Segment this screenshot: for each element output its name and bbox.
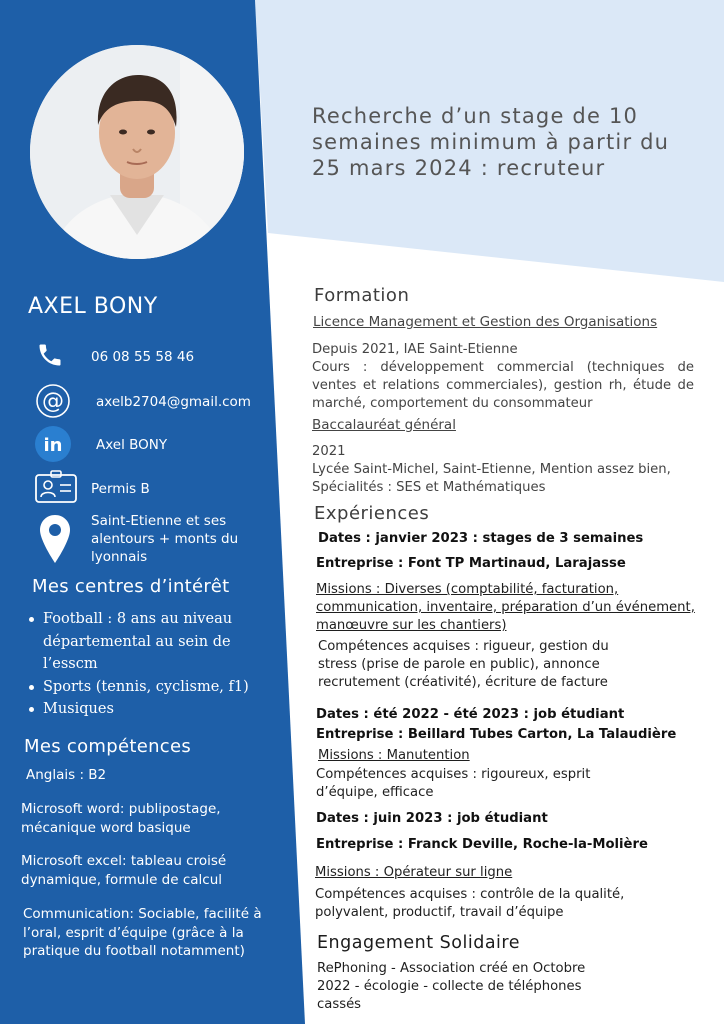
skills-heading: Mes compétences: [24, 736, 192, 757]
experience-3-missions: Missions : Opérateur sur ligne: [315, 865, 513, 880]
linkedin-icon: [35, 426, 71, 462]
profile-name: AXEL BONY: [28, 294, 158, 319]
experience-2-company: Entreprise : Beillard Tubes Carton, La Talaudière: [316, 727, 677, 742]
email-address[interactable]: axelb2704@gmail.com: [96, 394, 251, 410]
skill-word: Microsoft word: publipostage, mécanique word basique: [21, 801, 221, 836]
experiences-heading: Expériences: [314, 503, 430, 524]
skill-english: Anglais : B2: [26, 767, 107, 783]
engagement-heading: Engagement Solidaire: [317, 933, 520, 953]
experience-1-company: Entreprise : Font TP Martinaud, Larajasse: [316, 556, 626, 571]
experience-1-missions: Missions : Diverses (comptabilité, facturation, communication, inventaire, préparation d’un événement, manœuvre sur les chantiers): [316, 582, 695, 633]
degree-bac-details: Lycée Saint-Michel, Saint-Etienne, Mention assez bien, Spécialités : SES et Mathématiques: [312, 462, 671, 495]
experience-3-company: Entreprise : Franck Deville, Roche-la-Molière: [316, 837, 648, 852]
phone-number[interactable]: 06 08 55 58 46: [91, 349, 195, 365]
experience-1-dates: Dates : janvier 2023 : stages de 3 semaines: [318, 531, 644, 546]
location: Saint-Etienne et ses alentours + monts du lyonnais: [91, 513, 239, 565]
interest-item: Football : 8 ans au niveau départemental au sein de l’esscm: [27, 608, 262, 676]
driving-licence: Permis B: [91, 481, 150, 497]
formation-heading: Formation: [314, 285, 410, 306]
experience-1-skills: Compétences acquises : rigueur, gestion du stress (prise de parole en public), annonce recrutement (créativité), écriture de facture: [318, 639, 609, 690]
svg-text:@: @: [42, 389, 64, 414]
degree-licence-school: Depuis 2021, IAE Saint-Etienne: [312, 342, 518, 357]
interest-item: Sports (tennis, cyclisme, f1): [27, 676, 262, 699]
linkedin-name[interactable]: Axel BONY: [96, 437, 168, 453]
phone-icon: [36, 340, 64, 370]
interests-heading: Mes centres d’intérêt: [32, 576, 230, 597]
skill-communication: Communication: Sociable, facilité à l’oral, esprit d’équipe (grâce à la pratique du football notamment): [23, 906, 262, 959]
experience-3-skills: Compétences acquises : contrôle de la qualité, polyvalent, productif, travail d’équipe: [315, 887, 625, 920]
engagement-text: RePhoning - Association créé en Octobre 2022 - écologie - collecte de téléphones cassés: [317, 961, 586, 1012]
interests-list: [27, 608, 262, 721]
email-icon: [35, 383, 71, 419]
degree-bac-year: 2021: [312, 444, 346, 459]
skill-excel: Microsoft excel: tableau croisé dynamique, formule de calcul: [21, 853, 227, 888]
profile-photo: [30, 45, 244, 259]
degree-licence-title: Licence Management et Gestion des Organisations: [313, 314, 658, 330]
svg-text:in: in: [43, 435, 63, 456]
experience-2-skills: Compétences acquises : rigoureux, esprit d’équipe, efficace: [316, 767, 591, 800]
experience-3-dates: Dates : juin 2023 : job étudiant: [316, 811, 548, 826]
experience-2-dates: Dates : été 2022 - été 2023 : job étudiant: [316, 707, 625, 722]
job-search-headline: Recherche d’un stage de 10 semaines minimum à partir du 25 mars 2024 : recruteur: [312, 104, 670, 180]
degree-bac-title: Baccalauréat général: [312, 417, 456, 433]
interest-item: Musiques: [27, 698, 262, 721]
experience-2-missions: Missions : Manutention: [318, 748, 470, 763]
degree-licence-courses: Cours : développement commercial (techniques de ventes et relations commerciales), gestion rh, étude de marché, comportement du consommateur: [312, 360, 694, 411]
id-card-icon: [34, 470, 78, 504]
location-pin-icon: [39, 514, 71, 564]
